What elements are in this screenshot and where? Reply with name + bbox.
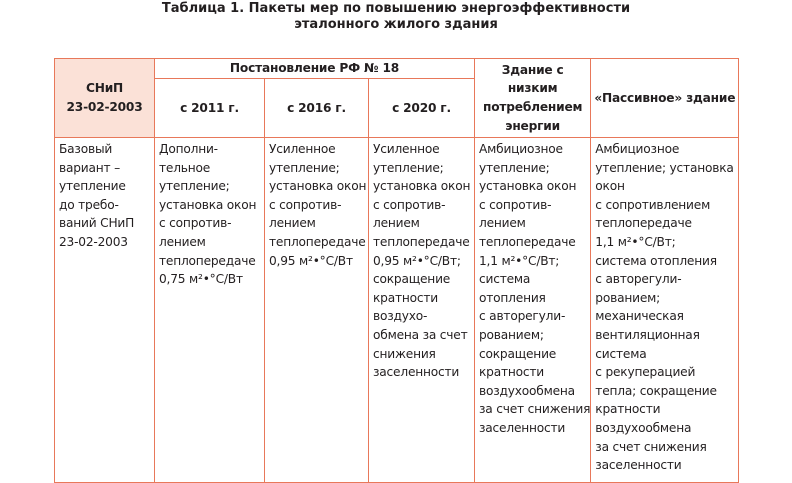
header-passive [591, 59, 739, 138]
cell-line: Усиленное [269, 142, 336, 156]
cell-line: установка окон [269, 179, 367, 194]
cell-line: 0,95 м²•°С/Вт; [373, 253, 461, 268]
cell-line: кратности [479, 365, 545, 380]
cell-line: с сопротив- [159, 216, 232, 231]
header-passive-label: «Пассивное» здание [594, 90, 736, 105]
cell-line: вариант – [59, 160, 121, 175]
cell-line: теплопередаче [595, 216, 692, 231]
cell-line: кратности [373, 290, 439, 305]
cell-low-energy [475, 138, 591, 483]
cell-line: воздухообмена [595, 420, 692, 435]
header-2016-label: с 2016 г. [287, 100, 346, 115]
cell-line: лением [269, 216, 316, 231]
cell-line: лением [373, 216, 420, 231]
cell-line: Амбициозное [595, 142, 680, 156]
cell-line: ваний СНиП [59, 216, 135, 231]
cell-line: система отопления [595, 253, 717, 268]
header-low-line-2: потреблением [482, 100, 583, 114]
cell-line: утепление; [159, 179, 230, 194]
cell-line: утепление; [479, 160, 550, 175]
cell-snip [55, 138, 155, 483]
cell-line: утепление; [269, 160, 340, 175]
cell-line: с авторегули- [479, 309, 566, 324]
header-2011 [155, 79, 265, 138]
energy-measures-table [54, 58, 739, 483]
cell-line: окон [595, 179, 625, 194]
cell-line: заселенности [595, 458, 682, 473]
header-decree [155, 59, 475, 79]
cell-line: сокращение [373, 272, 451, 287]
header-snip-line-2: 23-02-2003 [66, 100, 143, 114]
cell-line: теплопередаче [373, 234, 470, 249]
cell-line: система [595, 346, 647, 361]
cell-2011 [155, 138, 265, 483]
cell-line: с авторегули- [595, 272, 682, 287]
cell-line: рованием; [479, 327, 544, 342]
header-2016 [265, 79, 369, 138]
cell-line: заселенности [479, 420, 566, 435]
header-low-energy [475, 59, 591, 138]
cell-line: система [479, 272, 531, 287]
cell-line: 1,1 м²•°С/Вт; [479, 253, 560, 268]
cell-line: Амбициозное [479, 142, 563, 156]
header-snip-line-1: СНиП [85, 81, 124, 96]
cell-line: с сопротив- [479, 197, 552, 212]
cell-line: за счет снижения [595, 439, 707, 454]
cell-line: Усиленное [373, 142, 440, 156]
cell-line: с сопротив- [373, 197, 446, 212]
cell-2016 [265, 138, 369, 483]
table-title-line-1: Таблица 1. Пакеты мер по повышению энергоэффективности [161, 1, 631, 16]
cell-line: установка окон [373, 179, 471, 194]
cell-line: сокращение [479, 346, 557, 361]
header-low-line-1: Здание с низким [501, 62, 564, 96]
cell-line: с сопротив- [269, 197, 342, 212]
cell-line: с сопротивлением [595, 197, 711, 212]
cell-line: воздухообмена [479, 383, 575, 398]
cell-2020 [369, 138, 475, 483]
cell-line: теплопередаче [269, 234, 366, 249]
cell-line: рованием; [595, 290, 661, 305]
cell-line: 0,95 м²•°С/Вт [269, 253, 353, 268]
cell-line: воздухо- [373, 309, 428, 324]
cell-line: обмена за счет [373, 327, 468, 342]
cell-line: установка окон [479, 179, 577, 194]
cell-line: заселенности [373, 365, 460, 380]
header-low-line-3: энергии [505, 118, 560, 133]
cell-line: отопления [479, 290, 546, 305]
cell-line: тепла; сокращение [595, 383, 717, 398]
cell-line: Дополни- [159, 142, 218, 156]
cell-line: установка окон [159, 197, 257, 212]
cell-line: 1,1 м²•°С/Вт; [595, 234, 676, 249]
cell-line: 23-02-2003 [59, 234, 128, 249]
cell-line: кратности [595, 402, 661, 417]
cell-line: за счет снижения [479, 402, 591, 417]
cell-line: 0,75 м²•°С/Вт [159, 272, 243, 287]
table-title-line-2: эталонного жилого здания [294, 17, 498, 32]
cell-passive [591, 138, 739, 483]
header-2020-label: с 2020 г. [392, 100, 451, 115]
cell-line: механическая [595, 309, 684, 324]
cell-line: теплопередаче [159, 253, 256, 268]
header-2011-label: с 2011 г. [180, 100, 239, 115]
cell-line: утепление; установка [595, 160, 734, 175]
cell-line: вентиляционная [595, 327, 700, 342]
cell-line: утепление; [373, 160, 444, 175]
cell-line: Базовый [59, 142, 113, 156]
cell-line: до требо- [59, 197, 119, 212]
cell-line: тельное [159, 160, 211, 175]
cell-line: лением [479, 216, 526, 231]
cell-line: теплопередаче [479, 234, 576, 249]
header-decree-label: Постановление РФ № 18 [229, 61, 400, 76]
cell-line: снижения [373, 346, 436, 361]
header-2020 [369, 79, 475, 138]
cell-line: лением [159, 234, 206, 249]
cell-line: с рекуперацией [595, 365, 696, 380]
cell-line: утепление [59, 179, 126, 194]
header-snip [55, 59, 155, 138]
